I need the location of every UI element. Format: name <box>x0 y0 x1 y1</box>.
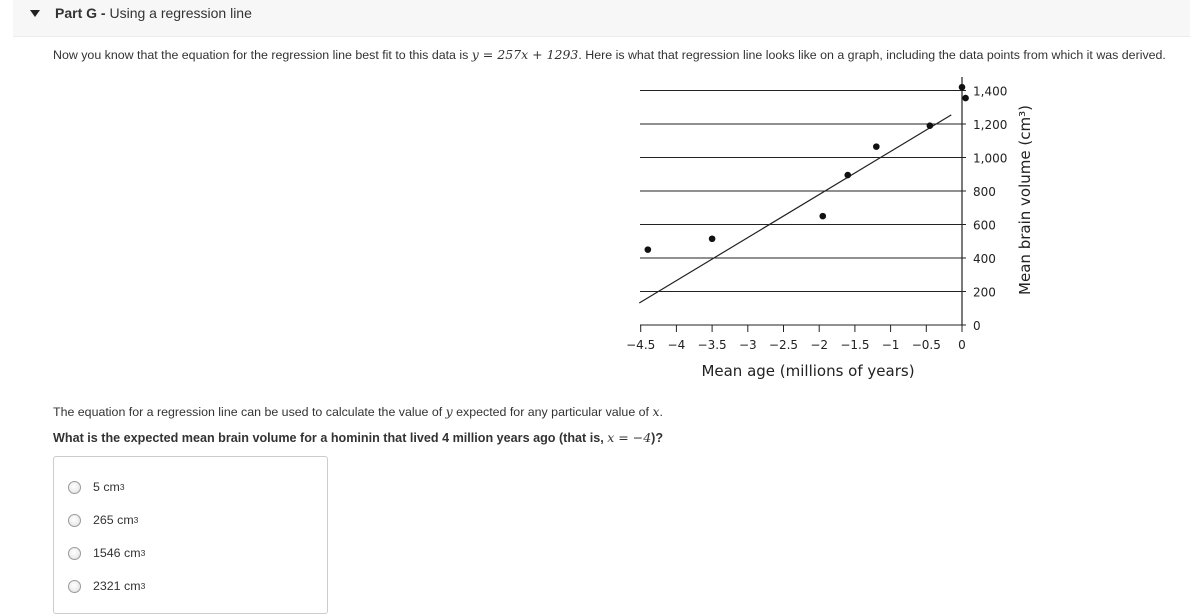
axes <box>640 77 966 332</box>
intro-paragraph <box>53 47 1190 62</box>
grid-lines <box>640 91 962 292</box>
data-point <box>959 84 966 91</box>
part-label: Part G <box>55 5 98 21</box>
x-tick-label: −4.5 <box>626 338 656 352</box>
option-unit: cm <box>124 579 141 593</box>
option-1[interactable] <box>68 478 125 496</box>
option-value: 1546 <box>93 546 121 560</box>
var-y: y <box>445 404 453 419</box>
data-point <box>962 95 969 102</box>
y-tick-label: 800 <box>973 185 996 199</box>
y-tick-label: 400 <box>973 252 996 266</box>
y-tick-label: 600 <box>973 218 996 233</box>
option-3[interactable] <box>68 544 145 562</box>
option-exponent: 3 <box>140 548 146 558</box>
data-points <box>645 84 969 253</box>
regression-line-layer <box>639 115 951 303</box>
x-tick-label: −0.5 <box>911 338 941 352</box>
collapse-caret-icon[interactable] <box>30 10 40 17</box>
part-header[interactable] <box>13 0 1190 37</box>
var-x: x <box>652 404 660 419</box>
y-tick-label: 1,000 <box>973 151 1008 166</box>
option-value: 2321 <box>93 579 121 593</box>
x-tick-label: −2 <box>810 338 829 352</box>
data-point <box>645 246 652 253</box>
y-tick-label: 0 <box>973 319 981 333</box>
x-tick-label: 0 <box>958 338 966 352</box>
x-tick-label: −1 <box>881 338 900 352</box>
tick-labels <box>626 85 1007 353</box>
option-exponent: 3 <box>140 581 146 591</box>
part-title-text: Using a regression line <box>109 5 252 21</box>
option-unit: cm <box>117 513 134 527</box>
x-tick-label: −2.5 <box>768 338 799 352</box>
equation-use-suffix: . <box>659 405 663 419</box>
y-tick-label: 1,400 <box>973 84 1008 99</box>
radio-button[interactable] <box>68 514 81 527</box>
intro-text-after: . Here is what that regression line looks like on a graph, including the data points from which it was derived. <box>578 48 1166 62</box>
question-math: x = −4 <box>607 430 652 445</box>
option-unit: cm <box>103 480 120 494</box>
question-prefix: What is the expected mean brain volume for a hominin that lived 4 million years ago (that is, <box>53 431 608 445</box>
option-2[interactable] <box>68 511 138 529</box>
question-suffix: )? <box>651 431 664 445</box>
radio-button[interactable] <box>68 547 81 560</box>
regression-equation: y = 257x + 1293 <box>471 47 579 62</box>
option-unit: cm <box>124 546 141 560</box>
x-tick-label: −1.5 <box>840 338 870 352</box>
intro-text-before: Now you know that the equation for the regression line best fit to this data is <box>53 48 472 62</box>
data-point <box>709 235 716 242</box>
x-tick-label: −3.5 <box>697 338 727 352</box>
part-title <box>55 5 252 21</box>
x-axis-label: Mean age (millions of years) <box>701 362 915 380</box>
y-axis-label: Mean brain volume (cm³) <box>1016 105 1034 295</box>
answer-options <box>53 456 328 614</box>
option-value: 265 <box>93 513 114 527</box>
y-tick-label: 1,200 <box>973 118 1008 132</box>
option-exponent: 3 <box>119 482 125 492</box>
part-separator: - <box>97 5 110 21</box>
option-4[interactable] <box>68 577 145 595</box>
x-tick-label: −4 <box>667 338 686 352</box>
regression-line <box>639 115 951 303</box>
radio-button[interactable] <box>68 580 81 593</box>
data-point <box>844 172 851 179</box>
equation-use-prefix: The equation for a regression line can be used to calculate the value of <box>53 405 446 419</box>
question-text <box>53 430 663 445</box>
x-tick-label: −3 <box>738 338 757 352</box>
equation-use-text <box>53 404 663 419</box>
option-exponent: 3 <box>133 515 139 525</box>
data-point <box>819 213 826 220</box>
data-point <box>927 122 934 129</box>
radio-button[interactable] <box>68 481 81 494</box>
equation-use-mid: expected for any particular value of <box>452 405 653 419</box>
option-value: 5 <box>93 480 100 494</box>
data-point <box>873 143 880 150</box>
y-tick-label: 200 <box>973 285 996 300</box>
